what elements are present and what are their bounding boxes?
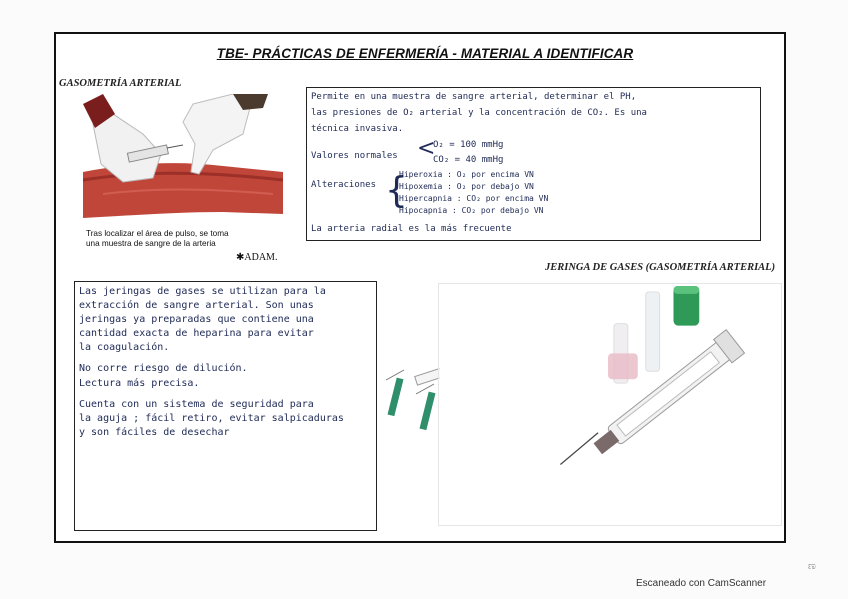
note-line: Cuenta con un sistema de seguridad para xyxy=(79,399,314,410)
gasometria-label: GASOMETRÍA ARTERIAL xyxy=(59,78,182,89)
jeringa-label: JERINGA DE GASES (GASOMETRÍA ARTERIAL) xyxy=(545,262,776,273)
normal-co2: CO₂ = 40 mmHg xyxy=(433,155,504,165)
note-line: jeringas ya preparadas que contiene una xyxy=(79,314,314,325)
arterial-puncture-photo xyxy=(83,94,283,224)
alteration-item: Hiperoxia : O₂ por encima VN xyxy=(399,170,534,179)
note-footer: La arteria radial es la más frecuente xyxy=(311,224,512,234)
alteration-item: Hipercapnia : CO₂ por encima VN xyxy=(399,194,549,203)
note-line: la aguja ; fácil retiro, evitar salpicaduras xyxy=(79,413,344,424)
jeringa-notes-box xyxy=(74,281,377,531)
note-line: técnica invasiva. xyxy=(311,124,404,134)
note-line: y son fáciles de desechar xyxy=(79,427,230,438)
note-line: Permite en una muestra de sangre arterial, determinar el PH, xyxy=(311,92,637,102)
caption-line: Tras localizar el área de pulso, se toma xyxy=(86,229,229,238)
alterations-label: Alteraciones xyxy=(311,180,377,190)
caption-line: una muestra de sangre de la arteria xyxy=(86,239,216,248)
gasometria-notes-box xyxy=(306,87,761,241)
note-line: extracción de sangre arterial. Son unas xyxy=(79,300,314,311)
note-line: Lectura más precisa. xyxy=(79,378,200,389)
alteration-item: Hipoxemia : O₂ por debajo VN xyxy=(399,182,534,191)
note-line: Las jeringas de gases se utilizan para la xyxy=(79,286,326,297)
star-icon: ✱ xyxy=(236,252,245,263)
gas-syringe-photo xyxy=(438,283,782,526)
brace-icon: < xyxy=(417,136,436,161)
brace-icon: { xyxy=(385,170,408,211)
corner-mark: ಣ xyxy=(808,560,816,572)
note-line: No corre riesgo de dilución. xyxy=(79,363,248,374)
brand-text: ADAM. xyxy=(244,252,278,263)
adam-brand xyxy=(236,252,277,263)
normal-o2: O₂ = 100 mmHg xyxy=(433,140,504,150)
note-line: las presiones de O₂ arterial y la concentración de CO₂. Es una xyxy=(311,108,647,118)
page-title: TBE- PRÁCTICAS DE ENFERMERÍA - MATERIAL A IDENTIFICAR xyxy=(216,46,634,61)
photo-caption xyxy=(86,229,286,249)
note-line: cantidad exacta de heparina para evitar xyxy=(79,328,314,339)
scanner-watermark: Escaneado con CamScanner xyxy=(636,578,767,589)
normal-values-label: Valores normales xyxy=(311,151,398,161)
alteration-item: Hipocapnia : CO₂ por debajo VN xyxy=(399,206,544,215)
note-line: la coagulación. xyxy=(79,342,170,353)
